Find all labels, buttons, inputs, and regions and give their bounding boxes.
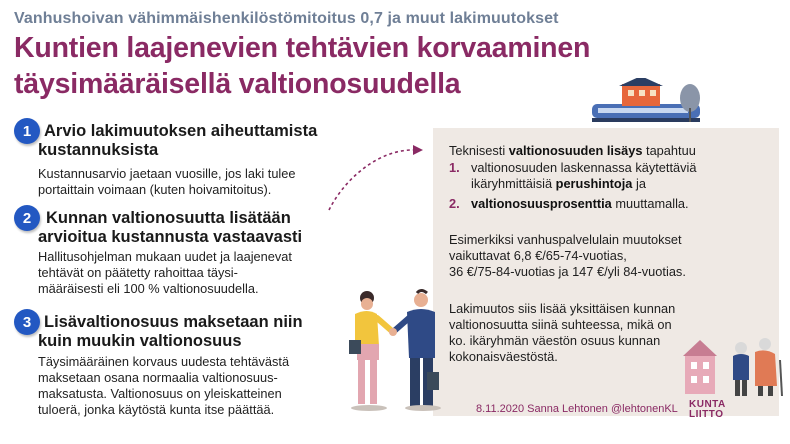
panel-item-1-number: 1. xyxy=(449,160,460,175)
town-illustration-icon xyxy=(592,78,704,134)
panel-summary-line: ko. ikäryhmän väestön osuus kunnan xyxy=(449,333,661,348)
dotted-arrow-icon xyxy=(325,138,445,218)
step-number-badge: 3 xyxy=(14,309,40,335)
step-heading-line: kuin muukin valtionosuus xyxy=(38,332,242,350)
panel-example-line: vaikuttavat 6,8 €/65-74-vuotias, xyxy=(449,248,627,263)
panel-item-1-line-2-pre: ikäryhmittäisiä xyxy=(471,176,556,191)
panel-example xyxy=(449,232,773,280)
step-number-badge: 2 xyxy=(14,205,40,231)
step-body-line: maksatusta. Valtionosuus on yleiskatteinen xyxy=(38,386,282,401)
panel-item-1-line-1: valtionosuuden laskennassa käytettäviä xyxy=(471,160,697,175)
kuntaliitto-logo xyxy=(689,400,726,420)
step-body-line: Kustannusarvio jaetaan vuosille, jos laki tulee xyxy=(38,166,296,181)
step-heading-line: arvioitua kustannusta vastaavasti xyxy=(38,228,303,246)
step-heading-line: Kunnan valtionosuutta lisätään xyxy=(46,209,291,227)
panel-item-2-bold: valtionosuusprosenttia xyxy=(471,196,612,211)
handshake-illustration-icon xyxy=(343,288,447,416)
page-title-line-2: täysimääräisellä valtionosuudella xyxy=(14,68,461,100)
logo-line: KUNTA xyxy=(689,399,726,410)
logo-line: LIITTO xyxy=(689,409,724,420)
step-body-line: tuloerä, jonka käytöstä kunta itse päättää. xyxy=(38,402,275,417)
step-body-line: portaittain voimaan (kuten hoivamitoitus). xyxy=(38,182,272,197)
panel-intro xyxy=(449,143,773,159)
footer-credit: 8.11.2020 Sanna Lehtonen @lehtonenKL xyxy=(476,403,678,415)
panel-intro-post: tapahtuu xyxy=(642,143,696,158)
panel-summary-line: kokonaisväestöstä. xyxy=(449,349,558,364)
step-body xyxy=(38,354,338,418)
step-body xyxy=(38,249,338,297)
step-body-line: maksetaan osana normaalia valtionosuus- xyxy=(38,370,278,385)
page-title-line-1: Kuntien laajenevien tehtävien korvaaminen xyxy=(14,32,591,64)
kicker: Vanhushoivan vähimmäishenkilöstömitoitus 0,7 ja muut lakimuutokset xyxy=(14,10,559,27)
panel-summary-line: valtionosuutta siinä suhteessa, mikä on xyxy=(449,317,672,332)
panel-item-1 xyxy=(471,160,771,192)
elderly-people-illustration-icon xyxy=(683,330,787,398)
panel-item-1-line-2-post: ja xyxy=(632,176,646,191)
panel-intro-bold: valtionosuuden lisäys xyxy=(508,143,643,158)
panel-example-line: 36 €/75-84-vuotias ja 147 €/yli 84-vuotias. xyxy=(449,264,686,279)
step-body xyxy=(38,166,338,198)
panel-example-line: Esimerkiksi vanhuspalvelulain muutokset xyxy=(449,232,682,247)
panel-item-2-number: 2. xyxy=(449,196,460,211)
panel-item-2-post: muuttamalla. xyxy=(611,196,689,211)
panel-item-1-line-2-bold: perushintoja xyxy=(555,176,633,191)
step-heading-line: Lisävaltionosuus maksetaan niin xyxy=(44,313,303,331)
step-heading xyxy=(38,209,338,247)
step-body-line: tehtävät on päätetty rahoittaa täysi- xyxy=(38,265,238,280)
panel-intro-pre: Teknisesti xyxy=(449,143,509,158)
step-heading-line: Arvio lakimuutoksen aiheuttamista xyxy=(44,122,318,140)
step-heading xyxy=(38,122,338,160)
step-heading-line: kustannuksista xyxy=(38,141,159,159)
step-body-line: Täysimääräinen korvaus uudesta tehtävästä xyxy=(38,354,290,369)
step-number-badge: 1 xyxy=(14,118,40,144)
step-heading xyxy=(38,313,338,351)
step-body-line: määräisesti eli 100 % valtionosuudella. xyxy=(38,281,259,296)
panel-summary-line: Lakimuutos siis lisää yksittäisen kunnan xyxy=(449,301,676,316)
panel-item-2 xyxy=(471,196,771,212)
step-body-line: Hallitusohjelman mukaan uudet ja laajenevat xyxy=(38,249,292,264)
